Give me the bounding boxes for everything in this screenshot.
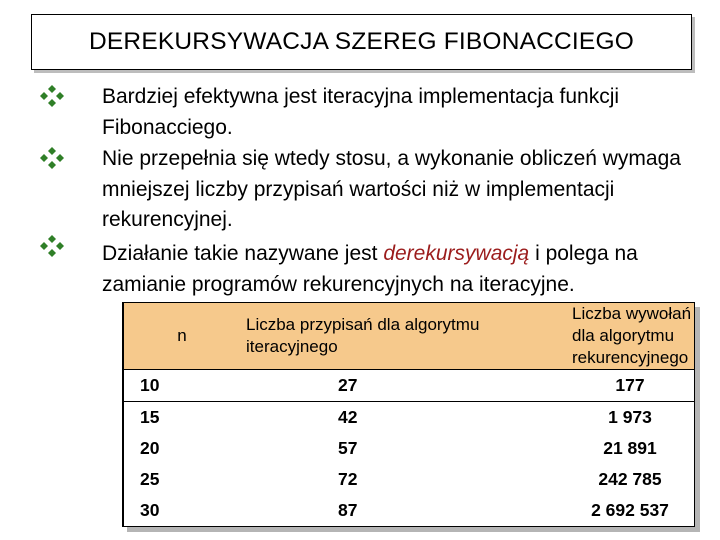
table-row [123, 370, 695, 402]
cell-iterative: 42 [338, 407, 358, 427]
bullet-text-2: Nie przepełnia się wtedy stosu, a wykonanie obliczeń wymaga mniejszej liczby przypisań wartości niż w implementacji rekurencyjnej. [102, 147, 681, 231]
diamond-bullet-icon [40, 147, 64, 169]
cell-iterative: 57 [338, 438, 358, 458]
table-row [123, 495, 695, 527]
cell-recursive: 242 785 [598, 469, 662, 489]
cell-n: 20 [140, 438, 160, 458]
diamond-bullet-icon [40, 235, 64, 257]
comparison-table [122, 302, 695, 527]
bullet-text-3-end: i polega na zamianie programów rekurencyjnych na iteracyjne. [102, 242, 638, 296]
cell-n: 30 [140, 500, 160, 520]
table-row [123, 433, 695, 464]
bullet-text-1: Bardziej efektywna jest iteracyjna implementacja funkcji Fibonacciego. [102, 85, 620, 139]
cell-recursive: 1 973 [608, 407, 652, 427]
bullet-text-3 [102, 239, 702, 300]
header-iterative-assignments: Liczba przypisań dla algorytmu iteracyjnego [240, 303, 566, 370]
cell-iterative: 27 [240, 370, 566, 402]
header-n: n [123, 303, 240, 370]
cell-n: 10 [123, 370, 240, 402]
bullet-text-3-start: Działanie takie nazywane jest [102, 242, 384, 265]
cell-n: 15 [140, 407, 160, 427]
cell-iterative: 87 [338, 500, 358, 520]
table-row [123, 464, 695, 495]
slide-title-text: DEREKURSYWACJA SZEREG FIBONACCIEGO [89, 28, 634, 55]
slide-title [31, 14, 692, 70]
cell-recursive: 2 692 537 [591, 500, 669, 520]
table-header-row [123, 303, 695, 370]
header-recursive-calls: Liczba wywołań dla algorytmu rekurencyjnego [566, 303, 695, 370]
cell-recursive: 21 891 [603, 438, 657, 458]
cell-iterative: 72 [338, 469, 358, 489]
table-row [123, 402, 695, 434]
highlighted-term: derekursywacją [383, 242, 530, 265]
cell-recursive: 177 [566, 370, 695, 402]
cell-n: 25 [140, 469, 160, 489]
diamond-bullet-icon [40, 85, 64, 107]
